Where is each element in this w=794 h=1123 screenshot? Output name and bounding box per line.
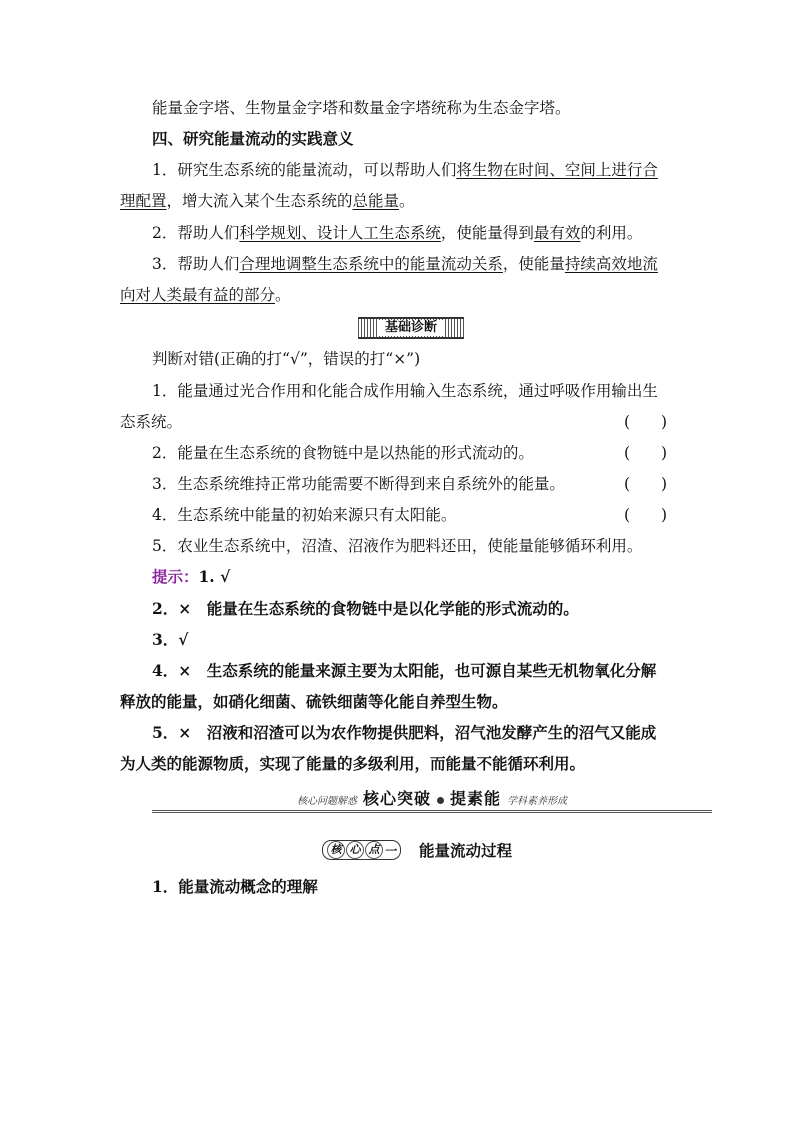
core-point-badge <box>322 840 401 860</box>
banner-main-2: 提素能 <box>450 789 502 808</box>
p2-mid: ，使能量得到 <box>440 224 534 242</box>
question-3: 3．生态系统维持正常功能需要不断得到来自系统外的能量。 <box>152 475 565 493</box>
hint-answer-1: 1. √ <box>198 567 231 586</box>
p2-prefix: 2．帮助人们 <box>152 224 240 242</box>
p2-end: 的利用。 <box>580 224 643 242</box>
paragraph-1-line-2 <box>120 191 415 211</box>
hint-label: 提示： <box>152 567 199 586</box>
intro-text: 能量金字塔、生物量金字塔和数量金字塔统称为生态金字塔。 <box>152 99 571 117</box>
answer-5-line-2: 为人类的能源物质，实现了能量的多级利用，而能量不能循环利用。 <box>120 754 586 773</box>
answer-blank-2: ( ) <box>624 444 668 462</box>
p3-underline-1: 合理地调整生态系统中的能量流动关系 <box>239 255 503 273</box>
banner-right-text: 学科素养形成 <box>507 796 568 807</box>
question-1-line-2: 态系统。 <box>120 413 183 431</box>
question-5: 5．农业生态系统中，沼渣、沼液作为肥料还田，使能量能够循环利用。 <box>152 537 643 555</box>
core-badge-char-3: 点 <box>365 841 383 859</box>
core-point-title: 能量流动过程 <box>419 841 513 860</box>
answer-blank-3: ( ) <box>624 475 668 493</box>
paragraph-3-line-2 <box>120 285 291 305</box>
p3-underline-2: 持续高效地流 <box>564 255 658 273</box>
question-4: 4．生态系统中能量的初始来源只有太阳能。 <box>152 506 457 524</box>
question-1-line-1: 1．能量通过光合作用和化能合成作用输入生态系统，通过呼吸作用输出生 <box>152 382 658 400</box>
diagnosis-badge <box>358 317 464 339</box>
p1-underline-1: 将生物在时间、空间上进行合 <box>456 161 658 179</box>
answer-5-line-1: 5．× 沼液和沼渣可以为农作物提供肥料，沼气池发酵产生的沼气又能成 <box>152 723 657 742</box>
item-1-heading: 1．能量流动概念的理解 <box>152 877 318 896</box>
answer-3: 3．√ <box>152 630 189 649</box>
answer-blank-1: ( ) <box>624 413 668 431</box>
core-badge-char-2: 心 <box>346 841 364 859</box>
diagnosis-badge-label: 基础诊断 <box>379 320 443 336</box>
p1-prefix: 1．研究生态系统的能量流动，可以帮助人们 <box>152 161 457 179</box>
answer-4-line-2: 释放的能量，如硝化细菌、硫铁细菌等化能自养型生物。 <box>120 692 508 711</box>
banner-dot-icon <box>437 797 444 804</box>
p1-underline-2: 理配置 <box>120 192 167 210</box>
paragraph-2 <box>152 223 642 243</box>
p3-mid: ，使能量 <box>502 255 565 273</box>
paragraph-1-line-1 <box>152 160 658 180</box>
intro-line <box>152 98 571 118</box>
answer-2: 2．× 能量在生态系统的食物链中是以化学能的形式流动的。 <box>152 599 579 618</box>
p3-prefix: 3．帮助人们 <box>152 255 240 273</box>
core-badge-number: 一 <box>384 843 397 858</box>
p1-end: 。 <box>399 192 415 210</box>
hint-line <box>152 567 230 587</box>
p2-underline-2: 最有效 <box>533 224 581 242</box>
core-badge-char-1: 核 <box>327 841 345 859</box>
p3-end: 。 <box>275 286 291 304</box>
p2-underline-1: 科学规划、设计人工生态系统 <box>239 224 441 242</box>
p3-underline-3: 向对人类最有益的部分 <box>120 286 276 304</box>
p1-underline-3: 总能量 <box>352 192 400 210</box>
p1-mid: ，增大流入某个生态系统的 <box>166 192 353 210</box>
paragraph-3-line-1 <box>152 254 658 274</box>
banner-main-1: 核心突破 <box>362 789 431 808</box>
answer-blank-4: ( ) <box>624 506 668 524</box>
section-heading: 四、研究能量流动的实践意义 <box>152 129 354 148</box>
core-point-heading <box>322 839 512 861</box>
section-banner <box>152 788 712 813</box>
banner-left-text: 核心问题解惑 <box>296 796 357 807</box>
diagnosis-instruction: 判断对错(正确的打“√”，错误的打“×”) <box>152 350 421 368</box>
question-2: 2．能量在生态系统的食物链中是以热能的形式流动的。 <box>152 444 534 462</box>
answer-4-line-1: 4．× 生态系统的能量来源主要为太阳能，也可源自某些无机物氧化分解 <box>152 661 657 680</box>
